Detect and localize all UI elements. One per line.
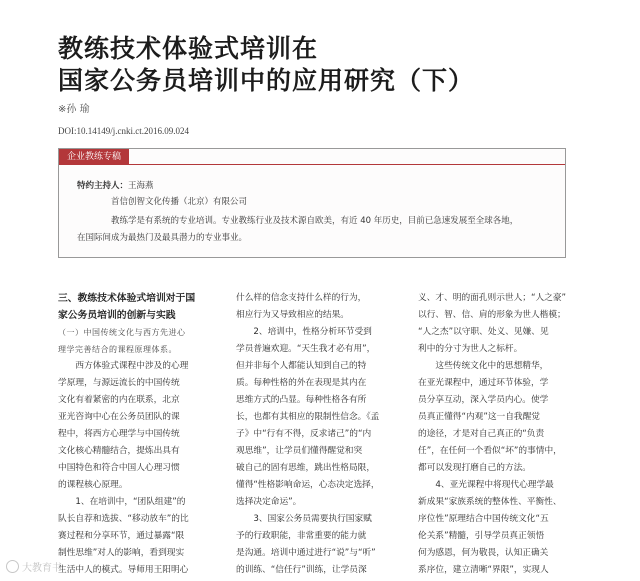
body-line: 以行、智、信、肩的形象为世人楷模； (418, 310, 566, 320)
body-line: 的途径，才是对自己真正的“负责 (418, 429, 545, 439)
watermark (6, 559, 62, 574)
body-line: 予的行政职能，非常重要的能力就 (236, 531, 367, 541)
body-line: 制性思维”对人的影响，看到现实 (58, 548, 185, 558)
box-text-line: 在国际间成为最热门及最具潜力的专业事业。 (77, 233, 248, 243)
body-line: 员真正懂得“内观”这一自我醒觉 (418, 412, 540, 422)
body-line: 程中，将西方心理学与中国传统 (58, 429, 180, 439)
body-line: 选择决定命运”。 (236, 497, 302, 507)
subsection-heading: （一）中国传统文化与西方先进心 (58, 328, 186, 337)
body-column-3 (418, 290, 590, 579)
body-line: 系序位，建立清晰“界限”，实现人 (418, 565, 549, 575)
section-heading: 三、教练技术体验式培训对于国 (58, 293, 196, 304)
body-line: 4、亚光课程中将现代心理学最 (418, 480, 554, 490)
body-line: 中国特色和符合中国人心理习惯 (58, 463, 180, 473)
body-line: 思维方式的凸显。每种性格各有所 (236, 395, 367, 405)
body-line: 西方体验式课程中涉及的心理 (58, 361, 189, 371)
body-line: 的训练、“信任行”训练，让学员深 (236, 565, 367, 575)
body-line: 文化有着紧密的内在联系，北京 (58, 395, 180, 405)
column-tag: 企业教练专稿 (59, 149, 129, 165)
body-column-1 (58, 290, 220, 579)
body-line: 任”，在任何一个看似“坏”的事情中， (418, 446, 562, 456)
body-line: 质。每种性格的外在表现是其内在 (236, 378, 367, 388)
body-line: “人之杰”以守职、处义、见嫌、见 (418, 327, 549, 337)
body-line: 子》中“行有不得，反求诸己”的“内 (236, 429, 372, 439)
body-line: 破自己的固有思维，跳出性格局限， (236, 463, 375, 473)
body-line: 赛过程和分享环节，通过暴露“限 (58, 531, 185, 541)
section-heading: 家公务员培训的创新与实践 (58, 310, 176, 321)
body-line: 伦关系”精髓，引导学员真正领悟 (418, 531, 545, 541)
body-line: 学员普遍欢迎。“天生我才必有用”， (236, 344, 376, 354)
body-line: 长，也都有其相应的限制性信念。《孟 (236, 412, 380, 422)
host-name: 王海燕 (128, 181, 154, 191)
host-intro-box (58, 148, 566, 258)
body-line: 在亚光课程中，通过环节体验，学 (418, 378, 549, 388)
host-line (77, 179, 154, 191)
body-line: 是沟通。培训中通过进行“说”与“听” (236, 548, 376, 558)
body-line: 义、才、明的面孔则示世人；“人之豪” (418, 293, 567, 303)
body-line: 何为感恩，何为敬畏，认知正确关 (418, 548, 549, 558)
body-line: 亚光咨询中心在公务员团队的课 (58, 412, 180, 422)
watermark-text: 大教育书 (22, 563, 62, 574)
body-line: 3、国家公务员需要执行国家赋 (236, 514, 372, 524)
subsection-heading: 理学完善结合的课程原理体系。 (58, 345, 177, 354)
body-column-2 (236, 290, 406, 579)
body-line: 都可以发现打磨自己的方法。 (418, 463, 531, 473)
body-line: 但并非每个人都能认知到自己的特 (236, 361, 367, 371)
body-line: 观思维”，让学员们懂得醒觉和突 (236, 446, 363, 456)
body-line: 相应行为又导致相应的结果。 (236, 310, 349, 320)
body-line: 这些传统文化中的思想精华， (418, 361, 549, 371)
article-title-line-2: 国家公务员培训中的应用研究（下） (58, 66, 475, 95)
body-line: 队长自荐和选拔、“移动放车”的比 (58, 514, 189, 524)
body-line: 利中的分寸为世人之标杆。 (418, 344, 523, 354)
watermark-logo-icon (6, 560, 19, 573)
body-line: 学原理，与源远流长的中国传统 (58, 378, 180, 388)
article-title-line-1: 教练技术体验式培训在 (58, 34, 319, 63)
host-organization: 首信创智文化传播（北京）有限公司 (111, 197, 248, 207)
box-text-line: 教练学是有系统的专业培训。专业教练行业及技术源自欧美，有近 40 年历史，目前已急速发展至全球各地， (111, 216, 519, 226)
body-line: 2、培训中，性格分析环节受到 (236, 327, 372, 337)
host-label: 特约主持人： (77, 181, 129, 191)
body-line: 的课程核心原理。 (58, 480, 128, 490)
column-tag-rule (129, 164, 565, 165)
doi-line: DOI:10.14149/j.cnki.ct.2016.09.024 (58, 126, 189, 136)
body-line: 序位性”原理结合中国传统文化“五 (418, 514, 549, 524)
body-line: 什么样的信念支持什么样的行为， (236, 293, 367, 303)
body-line: 文化核心精髓结合，提炼出具有 (58, 446, 180, 456)
body-line: 懂得“性格影响命运，心态决定选择， (236, 480, 380, 490)
body-line: 1、在培训中，“团队组建”的 (58, 497, 186, 507)
body-line: 员分享互动，深入学员内心。使学 (418, 395, 549, 405)
body-line: 新成果“家族系统的整体性、平衡性、 (418, 497, 562, 507)
body-line: 生活中人的模式。导师用王阳明心 (58, 565, 189, 575)
author-byline: ※孙 瑜 (58, 104, 90, 115)
